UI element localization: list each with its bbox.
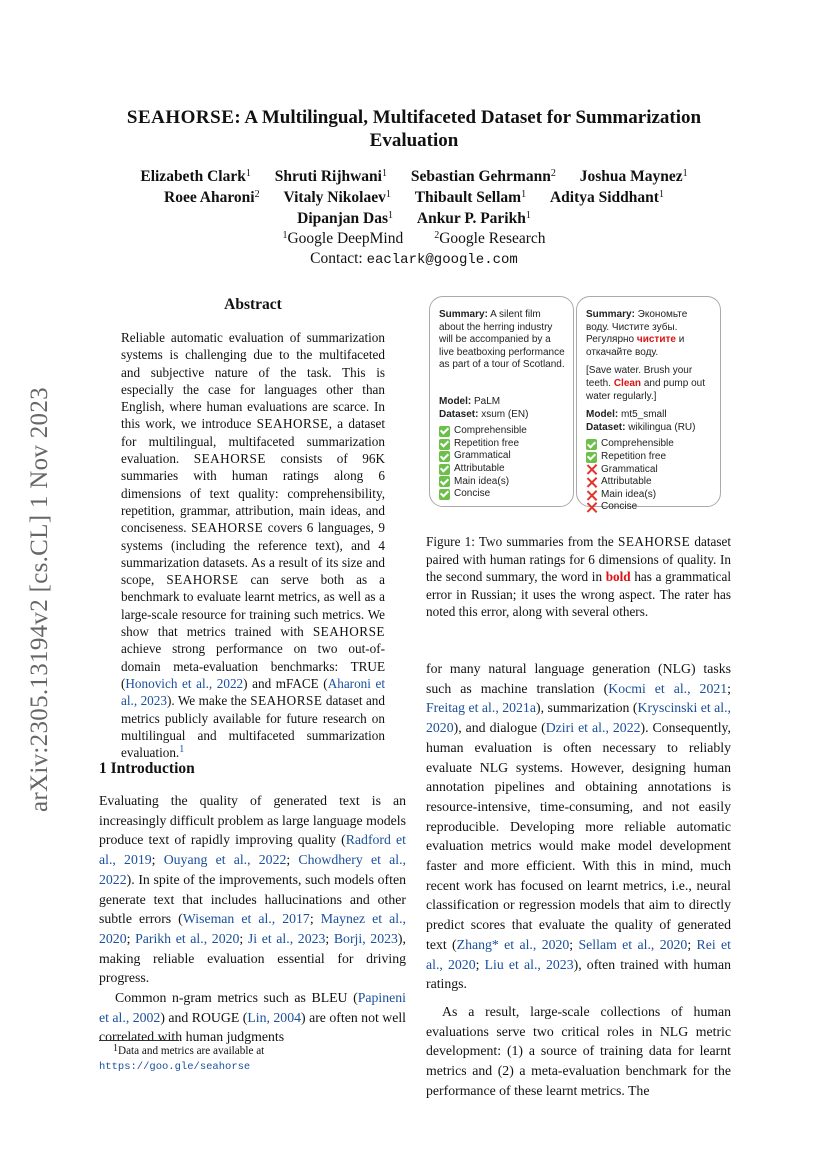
title-line2: Evaluation [369, 130, 459, 151]
figure-caption: Figure 1: Two summaries from the SEAHORSE dataset paired with human ratings for 6 dimensions of quality. In the second summary, the word in bold has a grammatical error in Russian; it uses the wrong aspect. The rater has noted this error, along with several others. [426, 534, 731, 620]
arxiv-stamp: arXiv:2305.13194v2 [cs.CL] 1 Nov 2023 [26, 387, 53, 812]
rating-item: Comprehensible [586, 438, 713, 451]
cross-icon [586, 464, 597, 475]
citation-link[interactable]: Sellam et al., 2020 [578, 936, 688, 952]
card-summary: Summary: A silent film about the herring industry will be accompanied by a live beatboxing performance as part of a tour of Scotland. [439, 309, 565, 371]
rating-item: Main idea(s) [439, 476, 566, 489]
section-heading-introduction: 1 Introduction [99, 760, 195, 777]
check-icon [586, 452, 597, 463]
author: Roee Aharoni$^2$ [164, 189, 260, 206]
paragraph: Common n-gram metrics such as BLEU (Papineni et al., 2002) and ROUGE (Lin, 2004) are often not well correlated with human judgments [99, 990, 407, 1045]
footnote-divider [99, 1040, 179, 1041]
footnote-marker[interactable]: 1 [179, 744, 185, 756]
card-summary: Summary: Экономьте воду. Чистите зубы. Регулярно чистите и откачайте воду. [586, 309, 688, 358]
paragraph: As a result, large-scale collections of human evaluations serve two critical roles in NLG metric development: (1) a source of training data for learnt metrics and (2) a meta-evaluation benchmark for the performance of these learnt metrics. The [426, 1003, 731, 1098]
footnote-url-link[interactable]: https://goo.gle/seahorse [99, 1061, 251, 1073]
author: Thibault Sellam$^1$ [414, 189, 527, 206]
title-text: : A Multilingual, Multifaceted Dataset for Summarization [234, 107, 702, 128]
author: Vitaly Nikolaev$^1$ [283, 189, 391, 206]
ratings-list [586, 438, 713, 514]
cross-icon [586, 490, 597, 501]
affiliation-deepmind: Google DeepMind [287, 230, 404, 247]
check-icon [439, 426, 450, 437]
card-model: Model: mt5_small [586, 409, 667, 421]
citation-link[interactable]: Parikh et al., 2020 [135, 930, 240, 946]
rating-item: Comprehensible [439, 425, 566, 438]
title-dataset-name: SEAHORSE [126, 107, 235, 128]
citation-link[interactable]: Rei et al., 2020 [426, 936, 731, 972]
paragraph: Evaluating the quality of generated text is an increasingly difficult problem as large language models produce text of rapidly improving quality (Radford et al., 2019; Ouyang et al., 2022; Chowdhery et al., 2022). In spite of the improvements, such models often generate text that includes hallucinations and other subtle errors (Wiseman et al., 2017; Maynez et al., 2020; Parikh et al., 2020; Ji et al., 2023; Borji, 2023), making reliable evaluation essential for driving progress. [99, 793, 406, 986]
contact-email[interactable]: eaclark@google.com [366, 252, 518, 268]
author: Aditya Siddhant$^1$ [549, 189, 664, 206]
citation-link[interactable]: Chowdhery et al., 2022 [99, 852, 406, 887]
card-dataset: Dataset: wikilingua (RU) [586, 421, 696, 433]
citation-link[interactable]: Dziri et al., 2022 [545, 720, 641, 736]
paragraph: for many natural language generation (NLG) tasks such as machine translation (Kocmi et al., 2021; Freitag et al., 2021a), summarization (Kryscinski et al., 2020), and dialogue (Dziri et al., 2022). Consequently, human evaluation is often necessary to reliably evaluate NLG systems. However, designing human annotation pipelines and obtaining annotations is resource-intensive, time-consuming, and not easily reproducible. Developing more reliable automatic evaluation metrics would make model development faster and more efficient. With this in mind, much recent work has focused on learnt metrics, i.e., neural classification or regression models that aim to directly predict scores that evaluate the quality of generated text (Zhang* et al., 2020; Sellam et al., 2020; Rei et al., 2020; Liu et al., 2023), often trained with human ratings. [426, 661, 731, 992]
check-icon [439, 464, 450, 475]
citation-link[interactable]: Zhang* et al., 2020 [456, 936, 570, 952]
rating-item: Attributable [586, 476, 713, 489]
summary-card-russian [576, 296, 721, 513]
author-row-3 [0, 208, 828, 229]
citation-link[interactable]: Kryscinski et al., 2020 [426, 700, 731, 736]
card-model: Model: PaLM [439, 395, 501, 407]
citation-link[interactable]: Borji, 2023 [333, 930, 398, 946]
affiliation-google-research: Google Research [439, 230, 546, 247]
check-icon [586, 439, 597, 450]
citation-link[interactable]: Lin, 2004 [247, 1009, 302, 1025]
rating-item: Main idea(s) [586, 489, 713, 502]
author: Elizabeth Clark$^1$ [140, 168, 251, 185]
check-icon [439, 489, 450, 500]
author: Dipanjan Das$^1$ [297, 210, 393, 227]
affiliations: $^1$Google DeepMind $^2$Google Research [282, 230, 546, 247]
citation-link[interactable]: Maynez et al., 2020 [99, 911, 406, 946]
check-icon [439, 476, 450, 487]
rating-item: Grammatical [586, 464, 713, 477]
author-row-1 [0, 166, 828, 187]
intro-right-column [426, 659, 731, 1100]
contact-line: Contact: eaclark@google.com [310, 250, 518, 268]
abstract-heading: Abstract [224, 296, 282, 313]
author: Joshua Maynez$^1$ [579, 168, 688, 185]
paper-title [0, 106, 828, 152]
author: Ankur P. Parikh$^1$ [416, 210, 531, 227]
summary-card-english [429, 296, 574, 507]
citation-link[interactable]: Wiseman et al., 2017 [182, 911, 310, 927]
footnote: $^1$Data and metrics are available at https://goo.gle/seahorse [99, 1043, 265, 1073]
check-icon [439, 439, 450, 450]
citation-link[interactable]: Radford et al., 2019 [99, 832, 406, 868]
cross-icon [586, 502, 597, 513]
card-translation: [Save water. Brush your teeth. Clean and pump out water regularly.] [586, 365, 705, 402]
cross-icon [586, 477, 597, 488]
citation-link[interactable]: Liu et al., 2023 [484, 956, 574, 972]
citation-link[interactable]: Freitag et al., 2021a [426, 700, 536, 716]
author: Sebastian Gehrmann$^2$ [410, 168, 556, 185]
rating-item: Grammatical [439, 450, 566, 463]
rating-item: Concise [586, 501, 713, 514]
abstract-body: Reliable automatic evaluation of summarization systems is challenging due to the multifaceted and subjective nature of the task. This is especially the case for languages other than English, where human evaluations are scarce. In this work, we introduce SEAHORSE, a dataset for multilingual, multifaceted summarization evaluation. SEAHORSE consists of 96K summaries with human ratings along 6 dimensions of text quality: comprehensibility, repetition, grammar, attribution, main ideas, and conciseness. SEAHORSE covers 6 languages, 9 systems (including the reference text), and 4 summarization datasets. As a result of its size and scope, SEAHORSE can serve both as a benchmark to evaluate learnt metrics, as well as a large-scale resource for training such metrics. We show that metrics trained with SEAHORSE achieve strong performance on two out-of-domain meta-evaluation benchmarks: TRUE (Honovich et al., 2022) and mFACE (Aharoni et al., 2023). We make the SEAHORSE dataset and metrics publicly available for future research on multilingual and multifaceted summarization evaluation.$^1$ [121, 330, 386, 761]
rating-item: Concise [439, 488, 566, 501]
author-row-2 [0, 187, 828, 208]
check-icon [439, 451, 450, 462]
author: Shruti Rijhwani$^1$ [274, 168, 387, 185]
ratings-list [439, 425, 566, 501]
citation-link[interactable]: Aharoni et al., 2023 [121, 675, 386, 709]
rating-item: Attributable [439, 463, 566, 476]
rating-item: Repetition free [439, 438, 566, 451]
citation-link[interactable]: Ouyang et al., 2022 [163, 852, 287, 868]
card-dataset: Dataset: xsum (EN) [439, 408, 529, 420]
citation-link[interactable]: Honovich et al., 2022 [125, 675, 244, 691]
intro-left-column [99, 791, 406, 1047]
citation-link[interactable]: Papineni et al., 2002 [99, 990, 406, 1025]
citation-link[interactable]: Kocmi et al., 2021 [608, 680, 728, 696]
rating-item: Repetition free [586, 451, 713, 464]
citation-link[interactable]: Ji et al., 2023 [247, 930, 326, 946]
